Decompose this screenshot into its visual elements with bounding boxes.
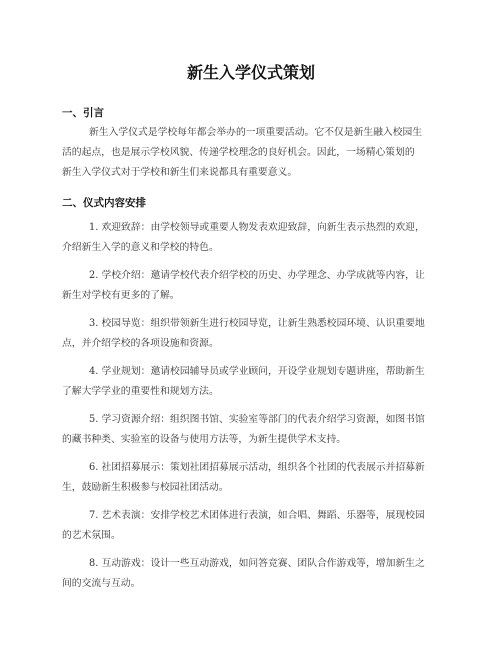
paragraph-line: 1. 欢迎致辞：由学校领导或重要人物发表欢迎致辞，向新生表示热烈的欢迎， <box>89 222 425 233</box>
section-heading-program: 二、仪式内容安排 <box>62 197 146 209</box>
paragraph-line: 生，鼓励新生积极参与校园社团活动。 <box>62 482 229 493</box>
section-heading-intro: 一、引言 <box>62 107 104 119</box>
paragraph-line: 了解大学学业的重要性和规划方法。 <box>62 386 219 397</box>
paragraph-line: 8. 互动游戏：设计一些互动游戏，如问答竞赛、团队合作游戏等，增加新生之 <box>89 558 425 569</box>
program-item-4 <box>62 362 439 402</box>
paragraph-line: 4. 学业规划：邀请校园辅导员或学业顾问，开设学业规划专题讲座，帮助新生 <box>89 366 425 377</box>
paragraph-line: 3. 校园导览：组织带领新生进行校园导览，让新生熟悉校园环境、认识重要地 <box>89 318 425 329</box>
document-title: 新生入学仪式策划 <box>186 63 315 82</box>
paragraph-line: 新生对学校有更多的了解。 <box>62 290 180 301</box>
paragraph-line: 间的交流与互动。 <box>62 578 141 589</box>
program-item-5 <box>62 410 439 450</box>
paragraph-line: 活的起点，也是展示学校风貌、传递学校理念的良好机会。因此，一场精心策划的 <box>62 147 415 158</box>
paragraph-line: 2. 学校介绍：邀请学校代表介绍学校的历史、办学理念、办学成就等内容，让 <box>89 270 425 281</box>
paragraph-line: 介绍新生入学的意义和学校的特色。 <box>62 242 219 253</box>
program-item-8 <box>62 554 439 594</box>
intro-paragraph <box>62 123 439 183</box>
program-item-3 <box>62 314 439 354</box>
program-item-1 <box>62 218 439 258</box>
program-item-2 <box>62 266 439 306</box>
paragraph-line: 新生入学仪式对于学校和新生们来说都具有重要意义。 <box>62 167 298 178</box>
paragraph-line: 5. 学习资源介绍：组织图书馆、实验室等部门的代表介绍学习资源，如图书馆 <box>89 414 425 425</box>
program-item-6 <box>62 458 439 498</box>
paragraph-line: 的藏书种类、实验室的设备与使用方法等，为新生提供学术支持。 <box>62 434 347 445</box>
paragraph-line: 6. 社团招募展示：策划社团招募展示活动，组织各个社团的代表展示并招募新 <box>89 462 425 473</box>
paragraph-line: 新生入学仪式是学校每年都会举办的一项重要活动。它不仅是新生融入校园生 <box>89 127 423 138</box>
paragraph-line: 的艺术氛围。 <box>62 530 121 541</box>
program-item-7 <box>62 506 439 546</box>
paragraph-line: 7. 艺术表演：安排学校艺术团体进行表演，如合唱、舞蹈、乐器等，展现校园 <box>89 510 425 521</box>
paragraph-line: 点，并介绍学校的各项设施和资源。 <box>62 338 219 349</box>
